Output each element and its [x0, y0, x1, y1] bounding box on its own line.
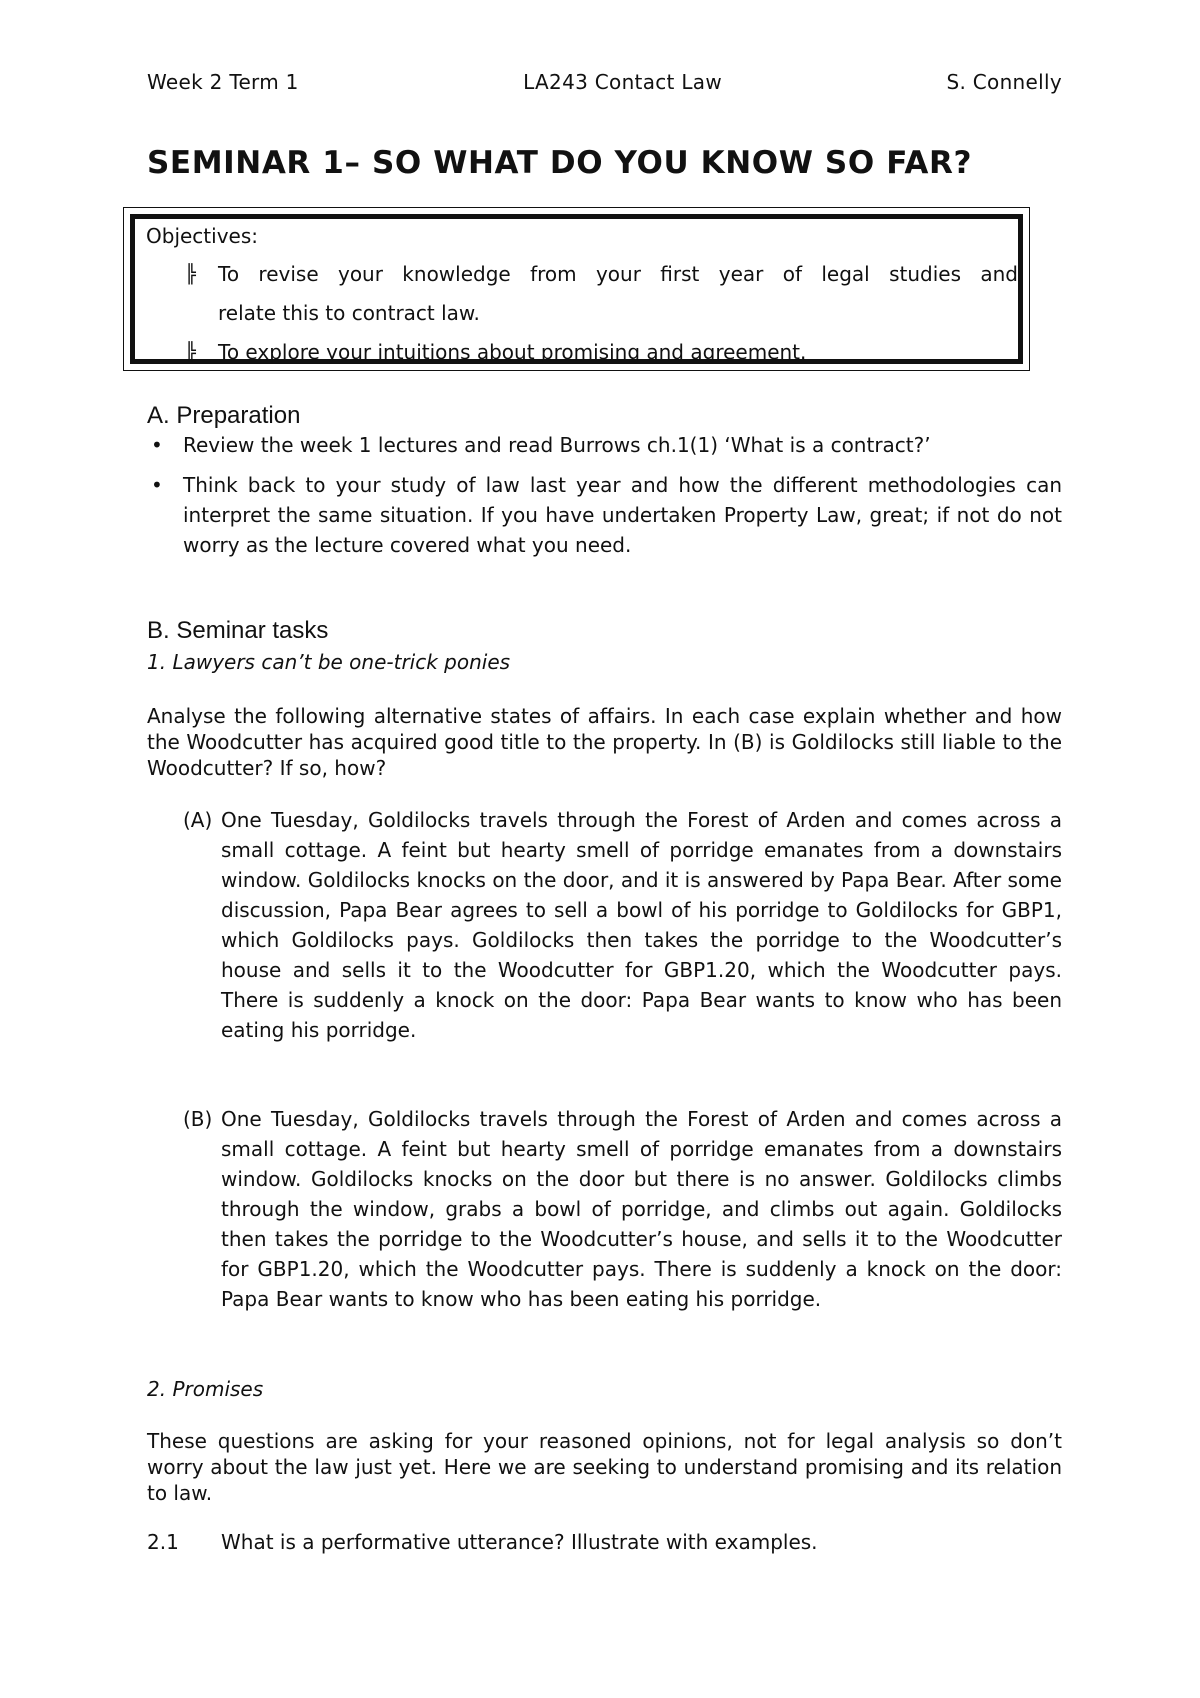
task2-intro: These questions are asking for your reasoned opinions, not for legal analysis so don’t worry about the law just yet. Here we are seeking to understand promising and its relation to law.: [147, 1429, 1062, 1505]
bullet-dot-icon: •: [151, 433, 163, 457]
question-text: What is a performative utterance? Illustrate with examples.: [221, 1530, 818, 1554]
preparation-list: [147, 430, 1062, 570]
section-heading-seminar: B. Seminar tasks: [147, 617, 329, 644]
objective-item: [146, 333, 1018, 372]
task1-title: 1. Lawyers can’t be one-trick ponies: [147, 650, 511, 674]
header-author: S. Connelly: [946, 70, 1062, 94]
objective-bullet-icon: ╠: [185, 342, 196, 363]
list-item: [147, 430, 1062, 460]
list-item-text: Review the week 1 lectures and read Burrows ch.1(1) ‘What is a contract?’: [183, 433, 931, 457]
scenario-b-text: One Tuesday, Goldilocks travels through the Forest of Arden and comes across a small cottage. A feint but hearty smell of porridge emanates from a downstairs window. Goldilocks knocks on the door but there is no answer. Goldilocks climbs through the window, grabs a bowl of porridge, and climbs out again. Goldilocks then takes the porridge to the Woodcutter’s house, and sells it to the Woodcutter for GBP1.20, which the Woodcutter pays. There is suddenly a knock on the door: Papa Bear wants to know who has been eating his porridge.: [221, 1107, 1062, 1311]
objective-item: [146, 255, 1018, 333]
scenario-a-label: (A): [183, 808, 213, 832]
list-item: [147, 470, 1062, 560]
objective-text-line: relate this to contract law.: [218, 301, 480, 325]
task2-title: 2. Promises: [147, 1377, 264, 1401]
question-2-1: [147, 1530, 818, 1554]
task1-intro: Analyse the following alternative states of affairs. In each case explain whether and how the Woodcutter has acquired good title to the property. In (B) is Goldilocks still liable to the Woodcutter? If so, how?: [147, 704, 1062, 780]
bullet-dot-icon: •: [151, 473, 163, 497]
section-heading-preparation: A. Preparation: [147, 402, 301, 429]
list-item-text: Think back to your study of law last year and how the different methodologies can interpret the same situation. If you have undertaken Property Law, great; if not do not worry as the lecture covered what you need.: [183, 473, 1062, 557]
objectives-label: Objectives:: [146, 224, 258, 248]
scenario-a-text: One Tuesday, Goldilocks travels through the Forest of Arden and comes across a small cottage. A feint but hearty smell of porridge emanates from a downstairs window. Goldilocks knocks on the door, and it is answered by Papa Bear. After some discussion, Papa Bear agrees to sell a bowl of his porridge to Goldilocks for GBP1, which Goldilocks pays. Goldilocks then takes the porridge to the Woodcutter’s house and sells it to the Woodcutter for GBP1.20, which the Woodcutter pays. There is suddenly a knock on the door: Papa Bear wants to know who has been eating his porridge.: [221, 808, 1062, 1042]
page-title: SEMINAR 1– SO WHAT DO YOU KNOW SO FAR?: [147, 145, 973, 181]
objective-text-line: To explore your intuitions about promising and agreement.: [218, 340, 807, 364]
scenario-a: [147, 805, 1062, 1045]
question-number: 2.1: [147, 1530, 179, 1554]
header-week: Week 2 Term 1: [147, 70, 299, 94]
objective-bullet-icon: ╠: [185, 264, 196, 285]
scenario-b: [147, 1104, 1062, 1314]
objectives-content: [146, 217, 1018, 372]
objective-text-line: To revise your knowledge from your first year of legal studies and: [218, 262, 1018, 286]
page-header: [147, 70, 1062, 94]
header-course: LA243 Contact Law: [523, 70, 722, 94]
scenario-b-label: (B): [183, 1107, 213, 1131]
